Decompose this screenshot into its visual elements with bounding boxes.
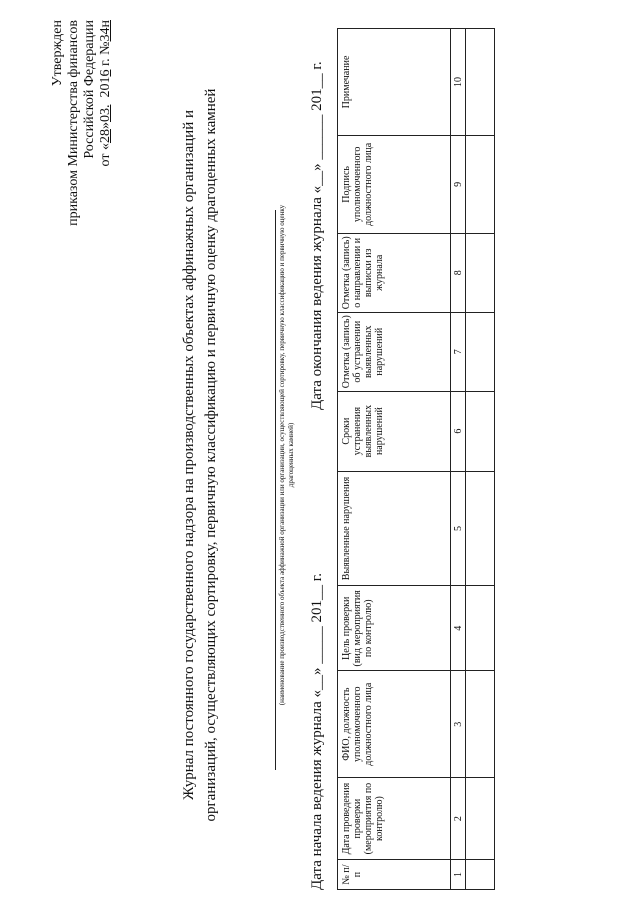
column-header: Цель проверки (вид мероприятия по контролю) [338,586,451,671]
journal-title-line-2: организаций, осуществляющих сортировку, первичную классификацию и первичную оценку драгоценных камней [203,88,219,822]
column-header: Отметка (запись) об устранении выявленных нарушений [338,312,451,391]
table-row [466,29,495,890]
organization-name-line [275,210,276,770]
approval-line-1: Утвержден [50,20,65,87]
start-date-label: Дата начала ведения журнала «__» _____ 201__ г. [309,573,325,890]
column-header: № п/п [338,860,451,890]
table-cell [466,312,495,391]
column-number: 5 [451,471,466,586]
column-header: Примечание [338,29,451,136]
rotated-content [10,20,630,890]
column-header: Выявленные нарушения [338,471,451,586]
column-header: Дата проведения проверки (мероприятия по контролю) [338,778,451,860]
column-number: 6 [451,391,466,471]
approval-line-3: Российской Федерации [82,20,97,159]
column-header: ФИО, должность уполномоченного должностного лица [338,671,451,778]
journal-table [337,28,495,890]
column-header: Подпись уполномоченного должностного лица [338,135,451,233]
journal-title-line-1: Журнал постоянного государственного надзора на производственных объектах аффинажных организаций и [181,109,197,801]
table-cell [466,860,495,890]
approval-date: от «28»03. 2016 г. №34н [98,20,113,167]
table-cell [466,391,495,471]
column-number: 1 [451,860,466,890]
table-cell [466,778,495,860]
column-number-row [451,29,466,890]
column-number: 8 [451,233,466,312]
column-number: 4 [451,586,466,671]
end-date-label: Дата окончания ведения журнала «__» ______ 201__ г. [309,61,325,410]
table-cell [466,671,495,778]
journal-title [178,20,222,890]
table-cell [466,471,495,586]
table-cell [466,29,495,136]
column-number: 10 [451,29,466,136]
approval-line-2: приказом Министерства финансов [66,20,81,226]
column-number: 2 [451,778,466,860]
column-number: 7 [451,312,466,391]
table-cell [466,233,495,312]
table-cell [466,586,495,671]
column-number: 9 [451,135,466,233]
organization-caption: (наименование производственного объекта аффинажной организации или организации, осуществляющей сортировку, первичную классификацию и первичную оценку драгоценных камней) [278,204,295,706]
column-header: Сроки устранения выявленных нарушений [338,391,451,471]
column-number: 3 [451,671,466,778]
table-header-row [338,29,451,890]
approval-block [50,20,114,226]
column-header: Отметка (запись) о направлении и выписки из журнала [338,233,451,312]
table-cell [466,135,495,233]
